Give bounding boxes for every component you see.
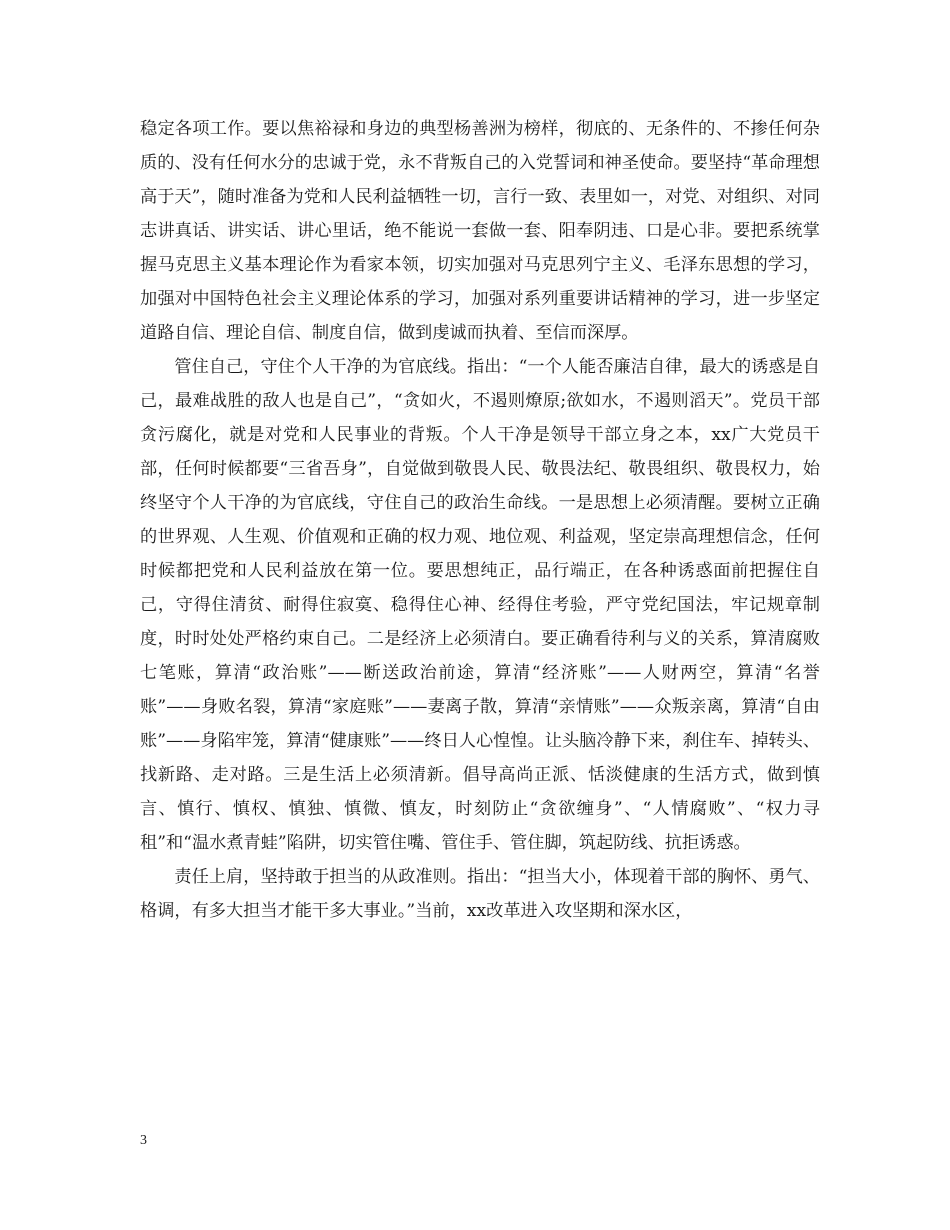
document-body [140,112,820,928]
paragraph-self-discipline: 管住自己，守住个人干净的为官底线。指出：“一个人能否廉洁自律，最大的诱惑是自己，最难战胜的敌人也是自己”，“贪如火，不遏则燎原;欲如水，不遏则滔天”。党员干部贪污腐化，就是对党和人民事业的背叛。个人干净是领导干部立身之本，xx广大党员干部，任何时候都要“三省吾身”，自觉做到敬畏人民、敬畏法纪、敬畏组织、敬畏权力，始终坚守个人干净的为官底线，守住自己的政治生命线。一是思想上必须清醒。要树立正确的世界观、人生观、价值观和正确的权力观、地位观、利益观，坚定崇高理想信念，任何时候都把党和人民利益放在第一位。要思想纯正，品行端正，在各种诱惑面前把握住自己，守得住清贫、耐得住寂寞、稳得住心神、经得住考验，严守党纪国法，牢记规章制度，时时处处严格约束自己。二是经济上必须清白。要正确看待利与义的关系，算清腐败七笔账，算清“政治账”——断送政治前途，算清“经济账”——人财两空，算清“名誉账”——身败名裂，算清“家庭账”——妻离子散，算清“亲情账”——众叛亲离，算清“自由账”——身陷牢笼，算清“健康账”——终日人心惶惶。让头脑冷静下来，刹住车、掉转头、找新路、走对路。三是生活上必须清新。倡导高尚正派、恬淡健康的生活方式，做到慎言、慎行、慎权、慎独、慎微、慎友，时刻防止“贪欲缠身”、“人情腐败”、“权力寻租”和“温水煮青蛙”陷阱，切实管住嘴、管住手、管住脚，筑起防线、抗拒诱惑。 [140,357,820,853]
page-number: 3 [140,1133,147,1148]
paragraph-loyalty: 稳定各项工作。要以焦裕禄和身边的典型杨善洲为榜样，彻底的、无条件的、不掺任何杂质的、没有任何水分的忠诚于党，永不背叛自己的入党誓词和神圣使命。要坚持“革命理想高于天”，随时准备为党和人民利益牺牲一切，言行一致、表里如一，对党、对组织、对同志讲真话、讲实话、讲心里话，绝不能说一套做一套、阳奉阴违、口是心非。要把系统掌握马克思主义基本理论作为看家本领，切实加强对马克思列宁主义、毛泽东思想的学习，加强对中国特色社会主义理论体系的学习，加强对系列重要讲话精神的学习，进一步坚定道路自信、理论自信、制度自信，做到虔诚而执着、至信而深厚。 [140,119,820,343]
paragraph-responsibility: 责任上肩，坚持敢于担当的从政准则。指出：“担当大小，体现着干部的胸怀、勇气、格调，有多大担当才能干多大事业。”当前，xx改革进入攻坚期和深水区， [140,867,820,921]
